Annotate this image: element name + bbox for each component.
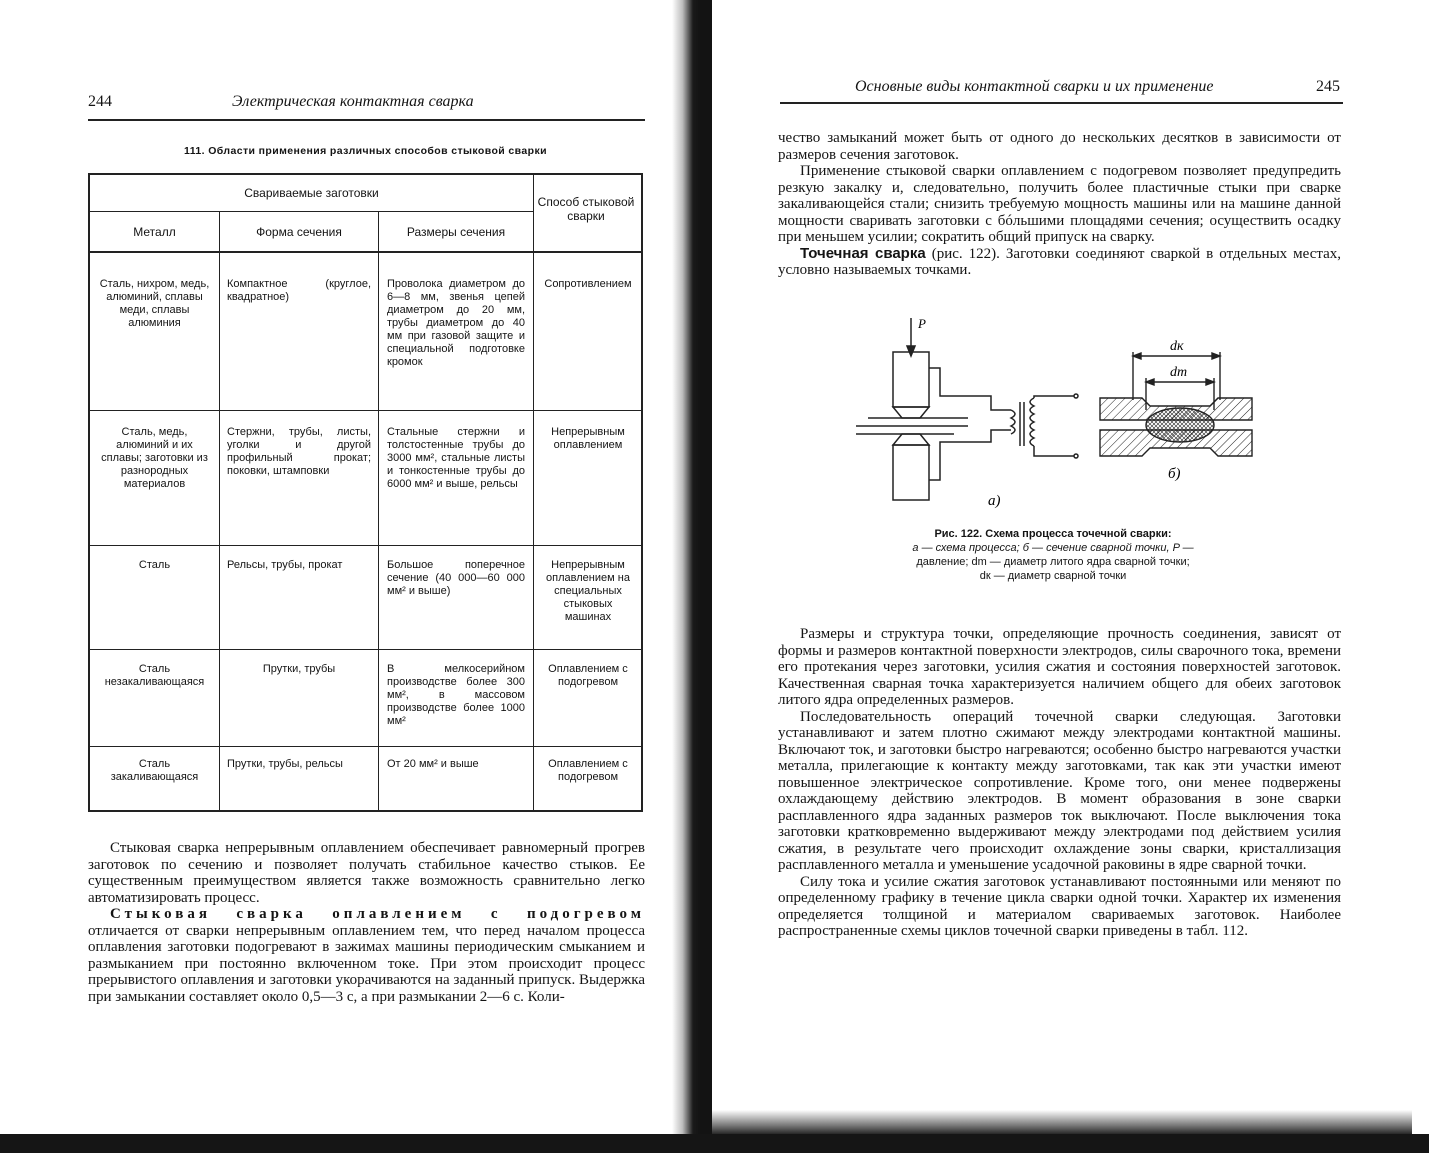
table-divider bbox=[90, 545, 641, 546]
table-cell: Сталь закаливающаяся bbox=[110, 758, 199, 783]
table-cell: Сталь, нихром, медь, алюминий, сплавы меди, сплавы алюминия bbox=[99, 278, 210, 329]
paragraph-rest: отличается от сварки непрерывным оплавлением тем, что перед началом процесса оплавления заготовки подогревают в зажимах машины периодическим смыканием и размыканием при постоянно включенном токе. При этом происходит процесс прерывистого оплавления и заготовки укорачиваются на заданный припуск. Выдержка при замыкании составляет около 0,5—3 с, а при размыкании 2—6 с. Коли- bbox=[88, 922, 645, 1005]
label-p: P bbox=[918, 316, 926, 331]
header-rule-left bbox=[88, 119, 645, 121]
table-cell: Прутки, трубы bbox=[262, 663, 336, 675]
paragraph: Стыковая сварка непрерывным оплавлением обеспечивает равномерный прогрев заготовок по сечению и позволяет получать стабильное качество стыков. Ее существенным преимуществом является также возможность сравнительно легко автоматизировать процесс. bbox=[88, 840, 645, 906]
paragraph: Силу тока и усилие сжатия заготовок устанавливают постоянными или меняют по определенному графику в течение цикла сварки одной точки. Характер их изменения определяется толщиной и материалом свариваемых заготовок. Наиболее распространенные схемы циклов точечной сварки приведены в табл. 112. bbox=[778, 873, 1341, 939]
arrowhead bbox=[1133, 353, 1141, 359]
table-cell: Непрерывным оплавлением на специальных стыковых машинах bbox=[546, 559, 630, 623]
table-divider bbox=[90, 410, 641, 411]
table-cell: Сталь, медь, алюминий и их сплавы; заготовки из разнородных материалов bbox=[101, 426, 208, 490]
figure-122-spot-welding-diagram bbox=[848, 310, 1268, 525]
paragraph-lead-spaced: Стыковая сварка оплавлением с подогревом bbox=[110, 906, 645, 922]
arrowhead bbox=[1206, 379, 1214, 385]
table-cell: Непрерывным оплавлением bbox=[551, 426, 625, 451]
upper-electrode bbox=[893, 352, 929, 407]
running-head-right: Основные виды контактной сварки и их применение bbox=[855, 78, 1214, 95]
table-header-metal: Металл bbox=[133, 225, 176, 239]
terminal bbox=[1074, 394, 1078, 398]
upper-electrode-tip bbox=[893, 407, 929, 418]
paragraph bbox=[88, 906, 645, 1005]
table-divider bbox=[219, 211, 220, 810]
paragraph bbox=[778, 246, 1341, 279]
right-body-text-top bbox=[778, 130, 1341, 279]
table-cell: Сталь bbox=[138, 559, 171, 571]
table-cell: Стержни, трубы, листы, уголки и другой профильный прокат; поковки, штамповки bbox=[227, 426, 371, 477]
arrowhead bbox=[1146, 379, 1154, 385]
lower-electrode-tip bbox=[893, 434, 929, 445]
transformer-primary bbox=[1011, 410, 1015, 434]
lower-electrode bbox=[893, 445, 929, 500]
table-header-method: Способ стыковой сварки bbox=[537, 195, 635, 223]
left-body-text bbox=[88, 840, 645, 1005]
supply-line-bottom bbox=[1034, 446, 1074, 456]
label-b: б) bbox=[1168, 466, 1181, 482]
upper-lead bbox=[929, 368, 1011, 410]
caption-line: dк — диаметр сварной точки bbox=[979, 570, 1127, 582]
table-header-shape: Форма сечения bbox=[256, 225, 342, 239]
page-number-right: 245 bbox=[1316, 78, 1340, 95]
paragraph: Размеры и структура точки, определяющие прочность соединения, зависят от формы и размеров контактной поверхности электродов, силы сварочного тока, времени его протекания через заготовки, усилия сжатия и состояния поверхностей заготовок. Качественная сварная точка характеризуется наличием общего для обеих заготовок литого ядра определенных размеров. bbox=[778, 626, 1341, 708]
terminal bbox=[1074, 454, 1078, 458]
force-arrowhead bbox=[907, 346, 915, 356]
table-cell: Компактное (круглое, квадратное) bbox=[227, 278, 371, 303]
table-cell: Сталь незакаливающаяся bbox=[104, 663, 205, 688]
table-divider bbox=[90, 251, 641, 253]
arrowhead bbox=[1212, 353, 1220, 359]
paragraph: Применение стыковой сварки оплавлением с подогревом позволяет предупредить резкую закалку и, следовательно, получить более пластичные стыки при сварке закаливающейся стали; снизить требуемую мощность машины или на машине данной мощности сваривать заготовки с бóльшими площадями сечения; осуществить осадку при меньшем усилии; сократить общий припуск на сварку. bbox=[778, 163, 1341, 245]
table-cell: Рельсы, трубы, прокат bbox=[227, 559, 343, 571]
caption-title: Рис. 122. Схема процесса точечной сварки: bbox=[934, 528, 1172, 540]
table-divider bbox=[378, 211, 379, 810]
table-title: 111. Области применения различных способов стыковой сварки bbox=[184, 145, 547, 157]
table-cell: Стальные стержни и толстостенные трубы до 3000 мм², стальные листы и тонкостенные трубы до 6000 мм² и выше, рельсы bbox=[387, 426, 525, 490]
table-header-size: Размеры сечения bbox=[406, 225, 506, 239]
lower-lead bbox=[929, 430, 1011, 480]
page-number-left: 244 bbox=[88, 93, 112, 110]
book-gutter-shadow bbox=[672, 0, 702, 1153]
table-divider bbox=[90, 211, 533, 212]
caption-line: а — схема процесса; б — сечение сварной точки, P — bbox=[912, 542, 1194, 554]
running-head-left: Электрическая контактная сварка bbox=[232, 93, 474, 110]
label-dk: dк bbox=[1170, 339, 1184, 354]
paragraph-rest: (рис. 122). Заготовки соединяют сваркой в отдельных местах, условно называемых точками. bbox=[778, 245, 1341, 278]
table-cell: Прутки, трубы, рельсы bbox=[227, 758, 343, 770]
label-a: а) bbox=[988, 493, 1001, 509]
table-divider bbox=[533, 175, 534, 810]
paragraph-lead-bold: Точечная сварка bbox=[800, 244, 926, 262]
header-rule-right bbox=[780, 102, 1343, 104]
book-gutter-shadow-dark bbox=[700, 0, 712, 1153]
right-body-text-bottom bbox=[778, 626, 1341, 940]
table-divider bbox=[90, 649, 641, 650]
table-cell: В мелкосерийном производстве более 300 мм², в массовом производстве более 1000 мм² bbox=[387, 663, 525, 727]
transformer-secondary bbox=[1030, 398, 1034, 446]
table-cell: Проволока диаметром до 6—8 мм, звенья цепей диаметром до 20 мм, трубы диаметром до 40 мм при газовой защите и специальной подготовке кромок bbox=[387, 278, 525, 368]
paragraph: чество замыканий может быть от одного до нескольких десятков в зависимости от размеров сечения заготовок. bbox=[778, 130, 1341, 163]
table-cell: Большое поперечное сечение (40 000—60 000 мм² и выше) bbox=[387, 559, 525, 597]
paragraph: Последовательность операций точечной сварки следующая. Заготовки устанавливают и затем плотно сжимают между электродами контактной машины. Включают ток, и заготовки быстро нагреваются; особенно быстро нагреваются участки металла, прилегающие к контакту между заготовками, так как эти участки имеют повышенное электрическое сопротивление. Кроме того, они менее подвержены охлаждающему действию электродов. В момент образования в зоне сварки расплавленного ядра заданных размеров ток выключают. После выключения тока заготовки кратковременно выдерживают между электродами под действием усилия сжатия, в результате чего происходит охлаждение зоны сварки, кристаллизация расплавленного металла и уменьшение усадочной раковины в ядре сварной точки. bbox=[778, 708, 1341, 873]
table-cell: Оплавлением с подогревом bbox=[548, 663, 628, 688]
scan-bottom-edge bbox=[0, 1134, 1429, 1153]
supply-line-top bbox=[1034, 396, 1074, 398]
label-dm: dm bbox=[1170, 365, 1188, 380]
table-cell: От 20 мм² и выше bbox=[387, 758, 479, 770]
caption-line: давление; dm — диаметр литого ядра сварной точки; bbox=[916, 556, 1190, 568]
page-bottom-shadow bbox=[712, 1110, 1412, 1136]
weld-nugget bbox=[1146, 408, 1214, 442]
table-cell: Сопротивлением bbox=[544, 278, 632, 290]
table-111 bbox=[88, 173, 643, 812]
table-group-header: Свариваемые заготовки bbox=[244, 186, 379, 200]
table-divider bbox=[90, 746, 641, 747]
table-cell: Оплавлением с подогревом bbox=[548, 758, 628, 783]
figure-caption bbox=[846, 527, 1260, 583]
electrode-assembly bbox=[856, 318, 1078, 500]
